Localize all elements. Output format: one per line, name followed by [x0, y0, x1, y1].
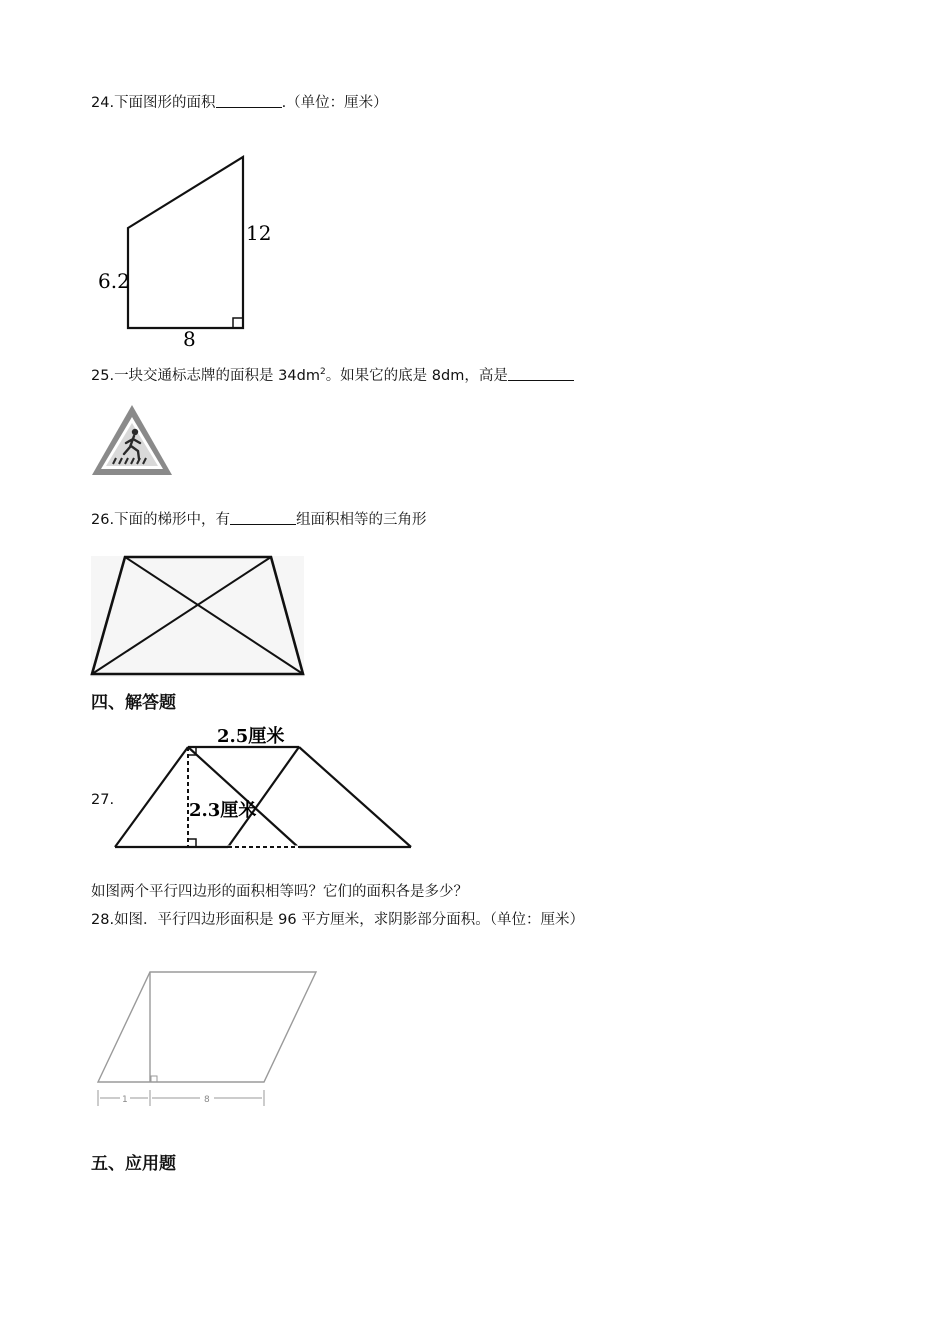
height-label: 2.3厘米	[189, 800, 257, 821]
question-text-tail: 组面积相等的三角形	[296, 512, 427, 528]
right-angle-mark	[151, 1076, 157, 1082]
right-side	[299, 747, 411, 847]
question-text-tail: 。如果它的底是 8dm，高是	[325, 367, 508, 384]
answer-blank[interactable]	[230, 510, 296, 525]
q24-trapezoid-figure	[90, 150, 290, 350]
question-text-tail: .（单位：厘米）	[281, 95, 388, 111]
left-side	[115, 747, 188, 847]
parallelogram-a-right-side	[188, 747, 298, 847]
question-text: 一块交通标志牌的面积是 34dm	[114, 367, 320, 384]
right-trapezoid-shape	[128, 157, 243, 328]
right-angle-mark-bottom	[188, 839, 196, 847]
q28-parallelogram-figure	[92, 966, 322, 1111]
question-27-number: 27.	[91, 792, 115, 808]
figure-background	[91, 556, 304, 677]
section-heading: 五、应用题	[91, 1154, 176, 1174]
dimension-label-right: 8	[204, 1095, 210, 1105]
question-number: 26.	[91, 512, 115, 528]
right-angle-mark	[233, 318, 243, 328]
left-side-label: 6.2	[98, 269, 130, 293]
q26-trapezoid-figure	[91, 556, 305, 678]
answer-blank[interactable]	[216, 93, 282, 108]
answer-blank[interactable]	[508, 366, 574, 381]
question-number: 24.	[91, 95, 115, 111]
question-text: 下面的梯形中，有	[114, 512, 231, 528]
question-text: 如图．平行四边形面积是 96 平方厘米，求阴影部分面积。（单位：厘米）	[114, 912, 584, 928]
question-text: 下面图形的面积	[114, 95, 216, 111]
dimension-label-left: 1	[122, 1095, 128, 1105]
pedestrian-crossing-sign	[91, 404, 173, 476]
question-24	[91, 93, 388, 113]
superscript: 2	[319, 367, 326, 377]
bottom-side-label: 8	[183, 327, 196, 351]
parallelogram-b-left-side	[228, 747, 299, 847]
q27-parallelograms-figure	[113, 722, 415, 852]
question-27-text: 如图两个平行四边形的面积相等吗？它们的面积各是多少？	[91, 884, 468, 900]
parallelogram-shape	[98, 972, 316, 1082]
section-heading: 四、解答题	[91, 693, 176, 713]
top-length-label: 2.5厘米	[217, 726, 285, 747]
question-25	[91, 362, 574, 386]
question-number: 25.	[91, 367, 115, 384]
question-number: 28.	[91, 912, 115, 928]
question-26	[91, 510, 427, 530]
question-28	[91, 910, 584, 930]
right-side-label: 12	[246, 221, 272, 245]
